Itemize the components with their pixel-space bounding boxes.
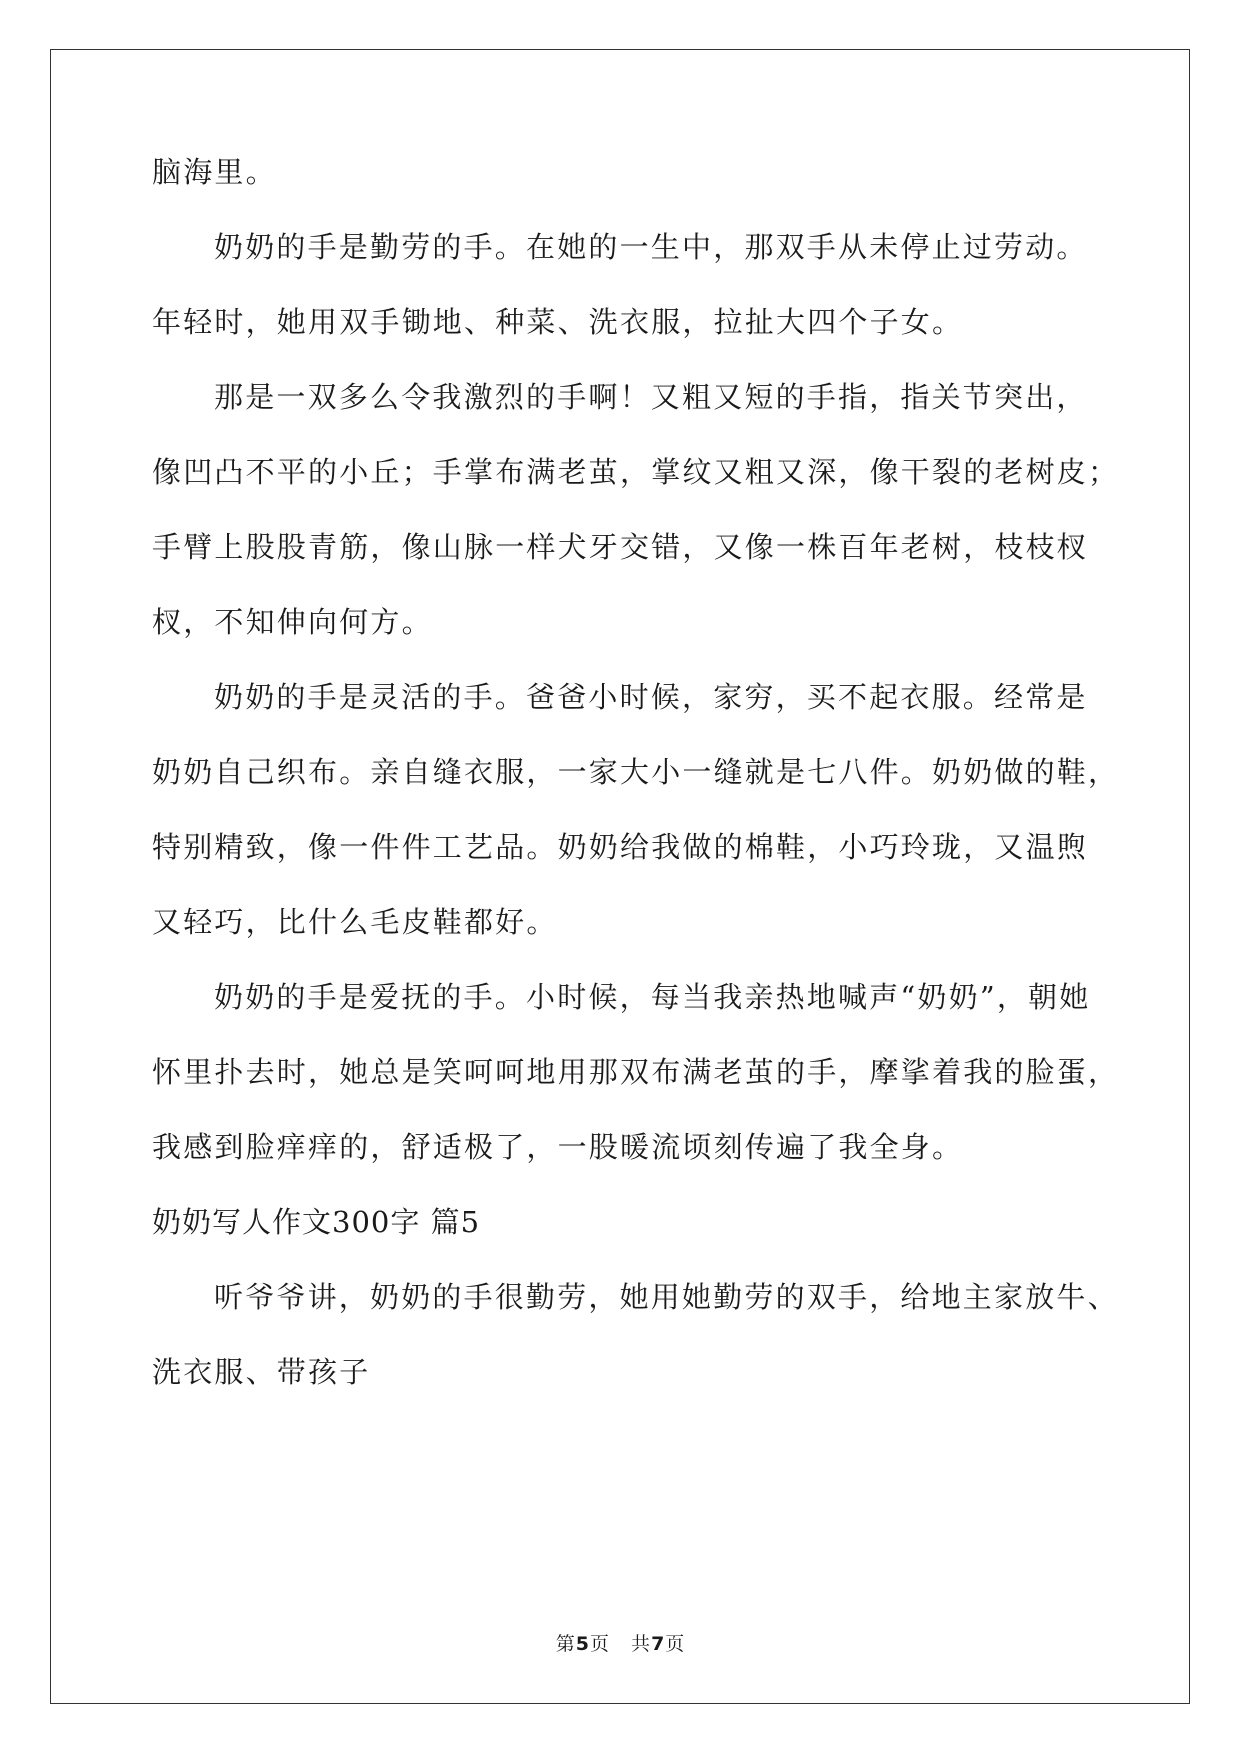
text-line: 手臂上股股青筋，像山脉一样犬牙交错，又像一株百年老树，枝枝杈 xyxy=(152,530,1089,564)
paragraph-first-line: 奶奶的手是灵活的手。爸爸小时候，家穷，买不起衣服。经常是 xyxy=(214,680,1088,714)
paragraph-first-line: 奶奶的手是爱抚的手。小时候，每当我亲热地喊声“奶奶”，朝她 xyxy=(214,980,1091,1014)
footer-suffix: 页 xyxy=(665,1633,686,1655)
footer-prefix: 第 xyxy=(555,1633,576,1655)
text-line: 又轻巧，比什么毛皮鞋都好。 xyxy=(152,905,558,939)
section-heading: 奶奶写人作文300字 篇5 xyxy=(152,1205,481,1239)
text-line: 洗衣服、带孩子 xyxy=(152,1355,371,1389)
text-line: 脑海里。 xyxy=(152,155,277,189)
text-line: 杈，不知伸向何方。 xyxy=(152,605,433,639)
paragraph-first-line: 听爷爷讲，奶奶的手很勤劳，她用她勤劳的双手，给地主家放牛、 xyxy=(214,1280,1119,1314)
page-border xyxy=(50,49,1190,1704)
text-line: 我感到脸痒痒的，舒适极了，一股暖流顷刻传遍了我全身。 xyxy=(152,1130,964,1164)
total-page-count: 7 xyxy=(651,1633,666,1655)
paragraph-first-line: 那是一双多么令我激烈的手啊！又粗又短的手指，指关节突出， xyxy=(214,380,1088,414)
text-line: 怀里扑去时，她总是笑呵呵地用那双布满老茧的手，摩挲着我的脸蛋， xyxy=(152,1055,1120,1089)
current-page-number: 5 xyxy=(575,1633,590,1655)
page-footer xyxy=(0,1632,1241,1656)
text-line: 特别精致，像一件件工艺品。奶奶给我做的棉鞋，小巧玲珑，又温煦 xyxy=(152,830,1089,864)
footer-mid: 页 共 xyxy=(589,1633,652,1655)
text-line: 像凹凸不平的小丘；手掌布满老茧，掌纹又粗又深，像干裂的老树皮； xyxy=(152,455,1120,489)
text-line: 年轻时，她用双手锄地、种菜、洗衣服，拉扯大四个子女。 xyxy=(152,305,964,339)
text-line: 奶奶自己织布。亲自缝衣服，一家大小一缝就是七八件。奶奶做的鞋， xyxy=(152,755,1120,789)
paragraph-first-line: 奶奶的手是勤劳的手。在她的一生中，那双手从未停止过劳动。 xyxy=(214,230,1088,264)
